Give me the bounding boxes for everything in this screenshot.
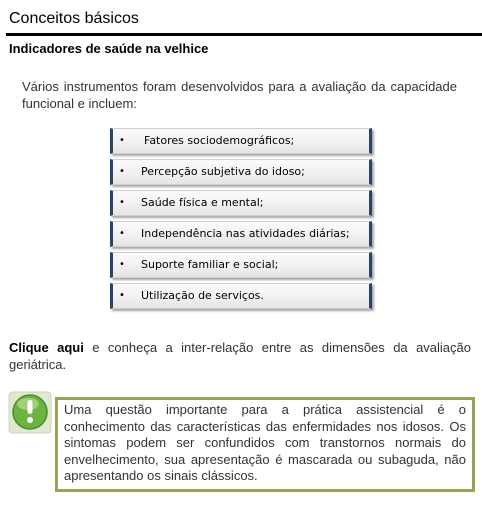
alert-note-box: Uma questão importante para a prática assistencial é o conhecimento das características das enfermidades nos idosos. Os sintomas podem ser confundidos com transtornos normais do envelhecimento, sua apresentação é mascarada ou subaguda, não apresentando os sinais clássicos. bbox=[55, 397, 475, 492]
list-item-label: Independência nas atividades diárias; bbox=[141, 227, 350, 240]
list-item-label: Suporte familiar e social; bbox=[141, 258, 279, 271]
bullet-icon: • bbox=[119, 228, 125, 239]
indicator-list bbox=[110, 128, 372, 314]
list-item-label: Percepção subjetiva do idoso; bbox=[141, 165, 305, 178]
list-item bbox=[110, 221, 372, 247]
bullet-icon: • bbox=[119, 166, 125, 177]
list-item-label: Utilização de serviços. bbox=[141, 289, 264, 302]
list-item-label: Saúde física e mental; bbox=[141, 196, 264, 209]
list-item bbox=[110, 283, 372, 309]
bullet-icon: • bbox=[119, 259, 125, 270]
list-item bbox=[110, 252, 372, 278]
link-paragraph bbox=[9, 339, 471, 373]
link-paragraph-text: e conheça a inter-relação entre as dimensões da avaliação geriátrica. bbox=[9, 340, 471, 372]
intro-paragraph: Vários instrumentos foram desenvolvidos para a avaliação da capacidade funcional e incluem: bbox=[22, 79, 457, 111]
bullet-icon: • bbox=[119, 135, 125, 146]
bullet-icon: • bbox=[119, 197, 125, 208]
list-item bbox=[110, 128, 372, 154]
section-title: Indicadores de saúde na velhice bbox=[9, 41, 209, 56]
list-item bbox=[110, 190, 372, 216]
title-divider bbox=[6, 33, 482, 36]
bullet-icon: • bbox=[119, 290, 125, 301]
list-item-label: Fatores sociodemográficos; bbox=[144, 134, 295, 147]
exclamation-icon bbox=[7, 389, 53, 435]
list-item bbox=[110, 159, 372, 185]
page-title: Conceitos básicos bbox=[9, 10, 139, 27]
click-here-link[interactable]: Clique aqui bbox=[9, 340, 84, 355]
